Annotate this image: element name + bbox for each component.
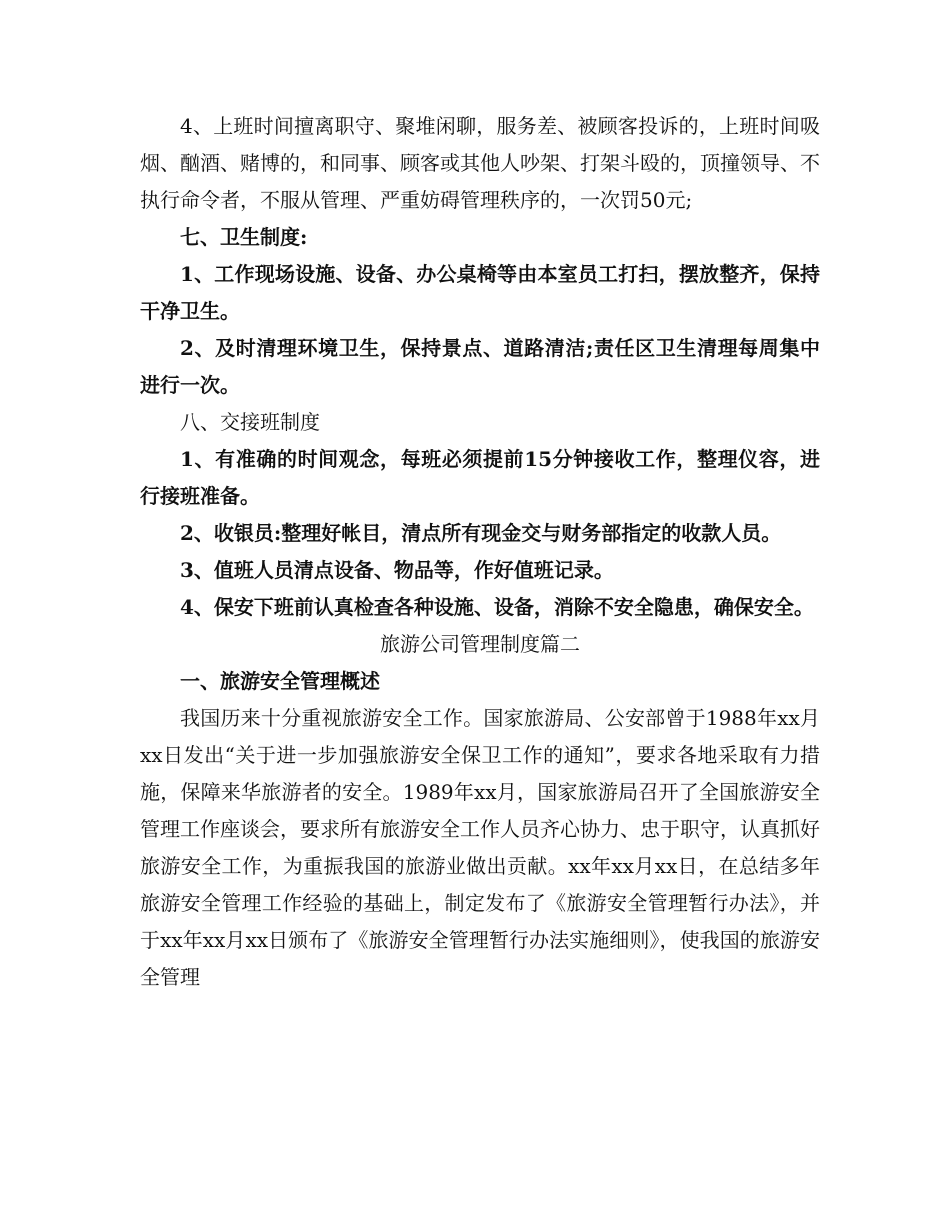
rule-item-4: 4、上班时间擅离职守、聚堆闲聊，服务差、被顾客投诉的，上班时间吸烟、酗酒、赌博的，和同事、顾客或其他人吵架、打架斗殴的，顶撞领导、不执行命令者，不服从管理、严重妨碍管理秩序的，一次罚50元; — [140, 114, 820, 212]
handover-heading: 八、交接班制度 — [180, 410, 320, 434]
hygiene-item-2: 2、及时清理环境卫生，保持景点、道路清洁;责任区卫生清理每周集中进行一次。 — [140, 336, 820, 397]
part-two-paragraph: 我国历来十分重视旅游安全工作。国家旅游局、公安部曾于1988年xx月xx日发出“关于进一步加强旅游安全保卫工作的通知”，要求各地采取有力措施，保障来华旅游者的安全。1989年xx月，国家旅游局召开了全国旅游安全管理工作座谈会，要求所有旅游安全工作人员齐心协力、忠于职守，认真抓好旅游安全工作，为重振我国的旅游业做出贡献。xx年xx月xx日，在总结多年旅游安全管理工作经验的基础上，制定发布了《旅游安全管理暂行办法》，并于xx年xx月xx日颁布了《旅游安全管理暂行办法实施细则》，使我国的旅游安全管理 — [140, 706, 820, 989]
handover-item-4: 4、保安下班前认真检查各种设施、设备，消除不安全隐患，确保安全。 — [180, 595, 814, 619]
handover-item-3: 3、值班人员清点设备、物品等，作好值班记录。 — [180, 558, 614, 582]
hygiene-item-1: 1、工作现场设施、设备、办公桌椅等由本室员工打扫，摆放整齐，保持干净卫生。 — [140, 262, 820, 323]
document-page — [140, 108, 820, 996]
part-two-title: 旅游公司管理制度篇二 — [380, 632, 580, 656]
hygiene-heading: 七、卫生制度: — [180, 225, 308, 249]
part-two-section-heading: 一、旅游安全管理概述 — [180, 669, 380, 693]
handover-item-2: 2、收银员:整理好帐目，清点所有现金交与财务部指定的收款人员。 — [180, 521, 782, 545]
handover-item-1: 1、有准确的时间观念，每班必须提前15分钟接收工作，整理仪容，进行接班准备。 — [140, 447, 820, 508]
